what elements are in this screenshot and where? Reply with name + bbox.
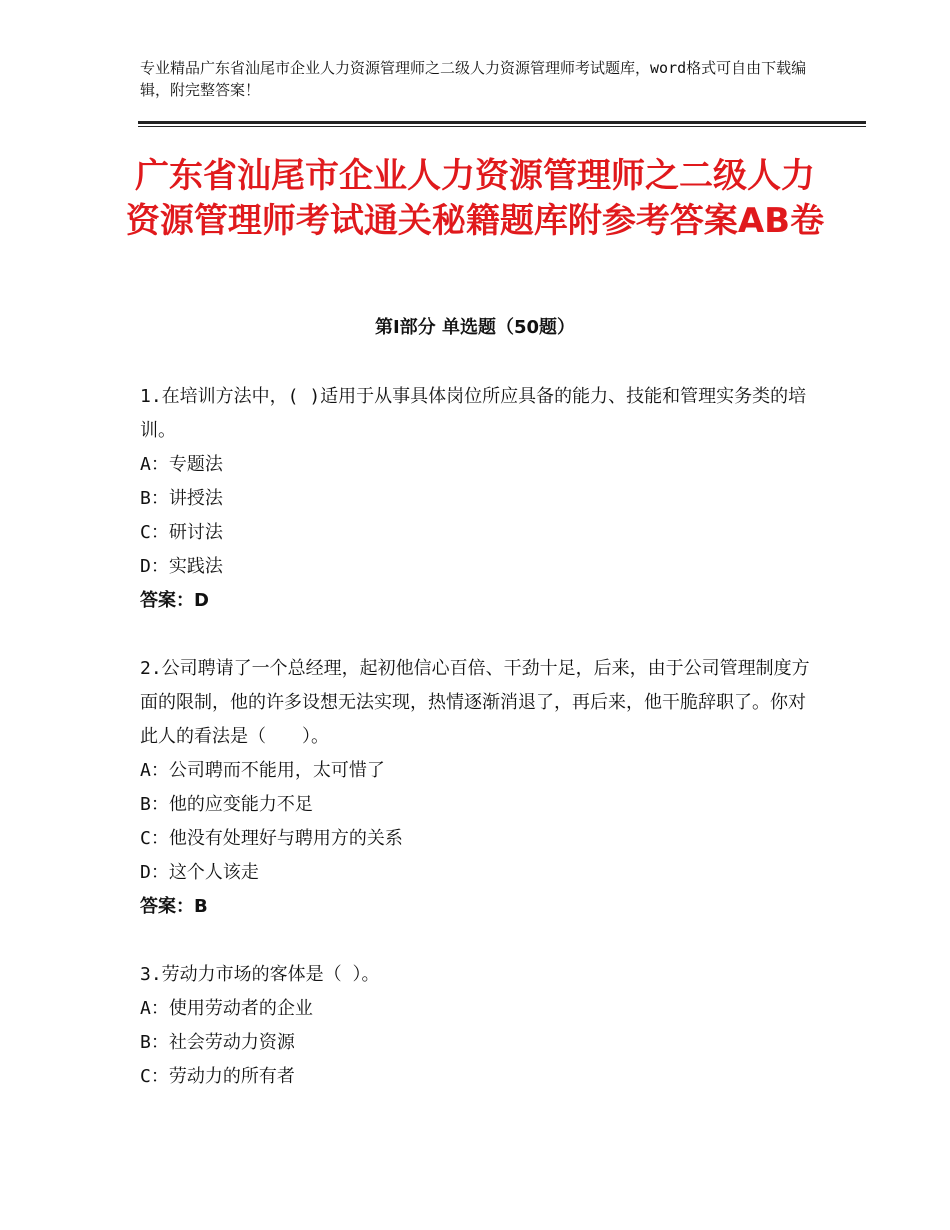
- section-title: 第Ⅰ部分 单选题（50题）: [374, 317, 575, 338]
- option-d: D：这个人该走: [140, 862, 259, 883]
- question-text: 2.公司聘请了一个总经理，起初他信心百倍、干劲十足，后来，由于公司管理制度方面的限制，他的许多设想无法实现，热情逐渐消退了，再后来，他干脆辞职了。你对此人的看法是（ ）。: [140, 658, 810, 747]
- question-1: [140, 380, 820, 618]
- option-b: B：他的应变能力不足: [140, 794, 313, 815]
- option-b: B：讲授法: [140, 488, 223, 509]
- option-c: C：劳动力的所有者: [140, 1066, 295, 1087]
- header-note: 专业精品广东省汕尾市企业人力资源管理师之二级人力资源管理师考试题库，word格式可自由下载编辑，附完整答案！: [140, 59, 807, 99]
- question-3: [140, 958, 820, 1094]
- option-d: D：实践法: [140, 556, 223, 577]
- answer: 答案：D: [140, 590, 209, 611]
- option-c: C：他没有处理好与聘用方的关系: [140, 828, 403, 849]
- option-a: A：使用劳动者的企业: [140, 998, 313, 1019]
- header-rule-thick: [138, 121, 866, 124]
- option-a: A：公司聘而不能用，太可惜了: [140, 760, 385, 781]
- question-spacer: [140, 924, 820, 958]
- option-b: B：社会劳动力资源: [140, 1032, 295, 1053]
- question-text: 1.在培训方法中，( )适用于从事具体岗位所应具备的能力、技能和管理实务类的培训。: [140, 386, 807, 441]
- answer: 答案：B: [140, 896, 208, 917]
- question-text: 3.劳动力市场的客体是（ ）。: [140, 964, 380, 985]
- document-title: 广东省汕尾市企业人力资源管理师之二级人力资源管理师考试通关秘籍题库附参考答案AB卷: [125, 156, 825, 241]
- question-list: [140, 380, 820, 1094]
- option-c: C：研讨法: [140, 522, 223, 543]
- option-a: A：专题法: [140, 454, 223, 475]
- question-2: [140, 652, 820, 924]
- header-rule-thin: [138, 126, 866, 127]
- question-spacer: [140, 618, 820, 652]
